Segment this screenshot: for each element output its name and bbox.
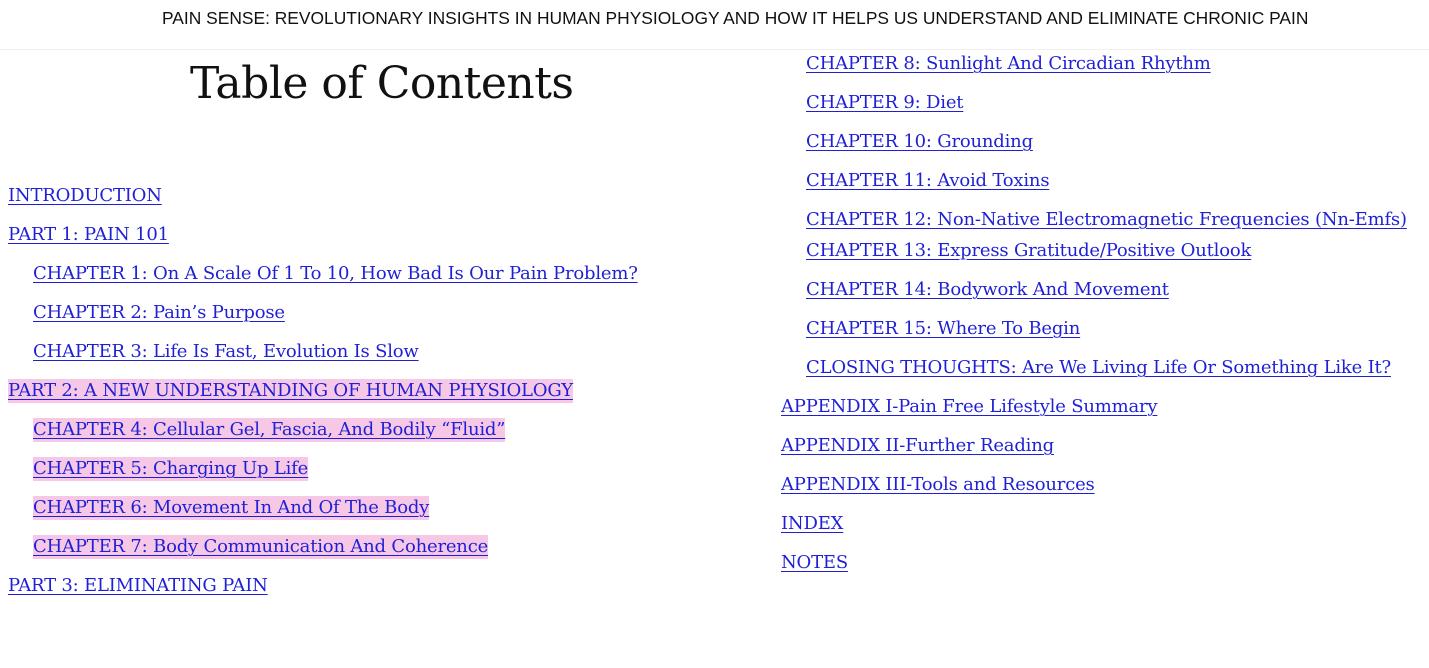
toc-link-appendix-1[interactable]: APPENDIX I-Pain Free Lifestyle Summary xyxy=(781,396,1158,417)
toc-link-chapter-1[interactable]: CHAPTER 1: On A Scale Of 1 To 10, How Bad Is Our Pain Problem? xyxy=(33,263,638,284)
toc-link-index[interactable]: INDEX xyxy=(781,513,844,534)
toc-link-appendix-3[interactable]: APPENDIX III-Tools and Resources xyxy=(781,474,1095,495)
toc-link-introduction[interactable]: INTRODUCTION xyxy=(8,185,162,206)
toc-link-chapter-5[interactable]: CHAPTER 5: Charging Up Life xyxy=(33,458,309,479)
toc-heading: Table of Contents xyxy=(190,58,574,109)
toc-link-chapter-2[interactable]: CHAPTER 2: Pain’s Purpose xyxy=(33,302,285,323)
toc-link-chapter-6[interactable]: CHAPTER 6: Movement In And Of The Body xyxy=(33,497,430,518)
book-title: PAIN SENSE: REVOLUTIONARY INSIGHTS IN HUMAN PHYSIOLOGY AND HOW IT HELPS US UNDERSTAND AND ELIMINATE CHRONIC PAIN xyxy=(162,8,1309,28)
toc-link-part-3[interactable]: PART 3: ELIMINATING PAIN xyxy=(8,575,268,596)
toc-link-appendix-2[interactable]: APPENDIX II-Further Reading xyxy=(781,435,1054,456)
toc-link-chapter-9[interactable]: CHAPTER 9: Diet xyxy=(806,92,964,113)
toc-link-chapter-10[interactable]: CHAPTER 10: Grounding xyxy=(806,131,1033,152)
header-bar xyxy=(0,0,1429,50)
toc-link-chapter-12[interactable]: CHAPTER 12: Non-Native Electromagnetic Frequencies (Nn-Emfs) xyxy=(806,209,1407,230)
toc-link-part-2[interactable]: PART 2: A NEW UNDERSTANDING OF HUMAN PHYSIOLOGY xyxy=(8,380,573,401)
toc-link-chapter-11[interactable]: CHAPTER 11: Avoid Toxins xyxy=(806,170,1050,191)
toc-link-chapter-15[interactable]: CHAPTER 15: Where To Begin xyxy=(806,318,1081,339)
toc-link-chapter-13[interactable]: CHAPTER 13: Express Gratitude/Positive Outlook xyxy=(806,240,1252,261)
toc-link-notes[interactable]: NOTES xyxy=(781,552,848,573)
toc-link-chapter-8[interactable]: CHAPTER 8: Sunlight And Circadian Rhythm xyxy=(806,53,1211,74)
toc-link-part-1[interactable]: PART 1: PAIN 101 xyxy=(8,224,169,245)
toc-link-closing-thoughts[interactable]: CLOSING THOUGHTS: Are We Living Life Or Something Like It? xyxy=(806,357,1391,378)
toc-page xyxy=(0,50,1429,668)
toc-link-chapter-14[interactable]: CHAPTER 14: Bodywork And Movement xyxy=(806,279,1169,300)
toc-link-chapter-3[interactable]: CHAPTER 3: Life Is Fast, Evolution Is Slow xyxy=(33,341,419,362)
toc-link-chapter-4[interactable]: CHAPTER 4: Cellular Gel, Fascia, And Bodily “Fluid” xyxy=(33,419,506,440)
toc-link-chapter-7[interactable]: CHAPTER 7: Body Communication And Coherence xyxy=(33,536,489,557)
